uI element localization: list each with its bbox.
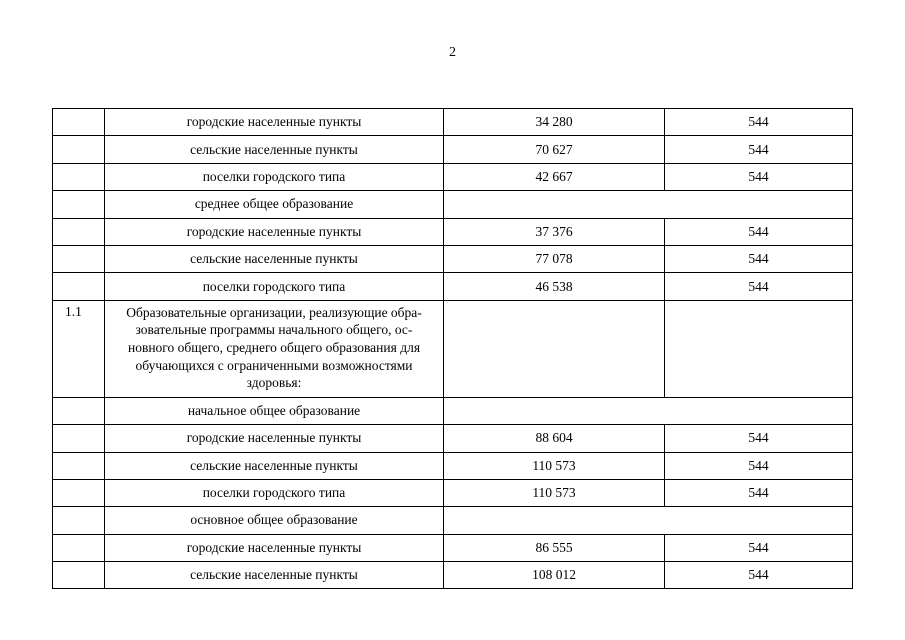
unit-cell: 544 <box>665 479 853 506</box>
unit-cell: 544 <box>665 273 853 300</box>
table-row <box>53 218 853 245</box>
row-number-cell: 1.1 <box>53 300 105 397</box>
table-body <box>53 109 853 589</box>
label-cell: сельские населенные пункты <box>105 245 444 272</box>
label-cell: городские населенные пункты <box>105 534 444 561</box>
unit-cell: 544 <box>665 218 853 245</box>
label-line: Образовательные организации, реализующие обра- <box>126 304 422 320</box>
label-cell: сельские населенные пункты <box>105 452 444 479</box>
table-row <box>53 425 853 452</box>
section-row <box>53 191 853 218</box>
label-cell: поселки городского типа <box>105 479 444 506</box>
table-row <box>53 109 853 136</box>
value-cell: 110 573 <box>444 479 665 506</box>
table-row <box>53 136 853 163</box>
row-number-cell <box>53 109 105 136</box>
table-row <box>53 273 853 300</box>
value-cell: 37 376 <box>444 218 665 245</box>
value-cell: 110 573 <box>444 452 665 479</box>
row-number-cell <box>53 397 105 424</box>
label-line: зовательные программы начального общего, ос- <box>135 322 413 338</box>
row-number-cell <box>53 452 105 479</box>
table-row <box>53 300 853 397</box>
table-row <box>53 479 853 506</box>
row-number-cell <box>53 191 105 218</box>
row-number-cell <box>53 425 105 452</box>
value-cell: 42 667 <box>444 163 665 190</box>
table-row <box>53 245 853 272</box>
row-number-cell <box>53 163 105 190</box>
label-cell: городские населенные пункты <box>105 425 444 452</box>
table-row <box>53 452 853 479</box>
empty-cell <box>444 507 853 534</box>
table-row <box>53 534 853 561</box>
label-cell: поселки городского типа <box>105 273 444 300</box>
row-number-cell <box>53 218 105 245</box>
label-line: обучающихся с ограниченными возможностями <box>135 357 413 373</box>
row-number-cell <box>53 273 105 300</box>
label-cell: поселки городского типа <box>105 163 444 190</box>
label-line: здоровья: <box>246 375 302 391</box>
section-label-cell: среднее общее образование <box>105 191 444 218</box>
page-number: 2 <box>449 45 456 60</box>
unit-cell: 544 <box>665 562 853 589</box>
label-cell: сельские населенные пункты <box>105 136 444 163</box>
value-cell: 108 012 <box>444 562 665 589</box>
unit-cell: 544 <box>665 534 853 561</box>
value-cell <box>444 300 665 397</box>
label-cell: сельские населенные пункты <box>105 562 444 589</box>
label-cell <box>105 300 444 397</box>
row-number-cell <box>53 479 105 506</box>
row-number-cell <box>53 245 105 272</box>
row-number-cell <box>53 136 105 163</box>
unit-cell <box>665 300 853 397</box>
empty-cell <box>444 191 853 218</box>
row-number-cell <box>53 507 105 534</box>
table-row <box>53 163 853 190</box>
section-row <box>53 397 853 424</box>
label-cell: городские населенные пункты <box>105 109 444 136</box>
value-cell: 86 555 <box>444 534 665 561</box>
unit-cell: 544 <box>665 163 853 190</box>
empty-cell <box>444 397 853 424</box>
value-cell: 34 280 <box>444 109 665 136</box>
unit-cell: 544 <box>665 452 853 479</box>
section-label-cell: основное общее образование <box>105 507 444 534</box>
value-cell: 46 538 <box>444 273 665 300</box>
label-cell: городские населенные пункты <box>105 218 444 245</box>
section-row <box>53 507 853 534</box>
norms-table <box>52 108 853 589</box>
value-cell: 88 604 <box>444 425 665 452</box>
unit-cell: 544 <box>665 245 853 272</box>
label-line: новного общего, среднего общего образования для <box>127 339 421 355</box>
unit-cell: 544 <box>665 425 853 452</box>
table-row <box>53 562 853 589</box>
value-cell: 70 627 <box>444 136 665 163</box>
section-label-cell: начальное общее образование <box>105 397 444 424</box>
row-number-cell <box>53 562 105 589</box>
unit-cell: 544 <box>665 109 853 136</box>
unit-cell: 544 <box>665 136 853 163</box>
row-number-cell <box>53 534 105 561</box>
value-cell: 77 078 <box>444 245 665 272</box>
